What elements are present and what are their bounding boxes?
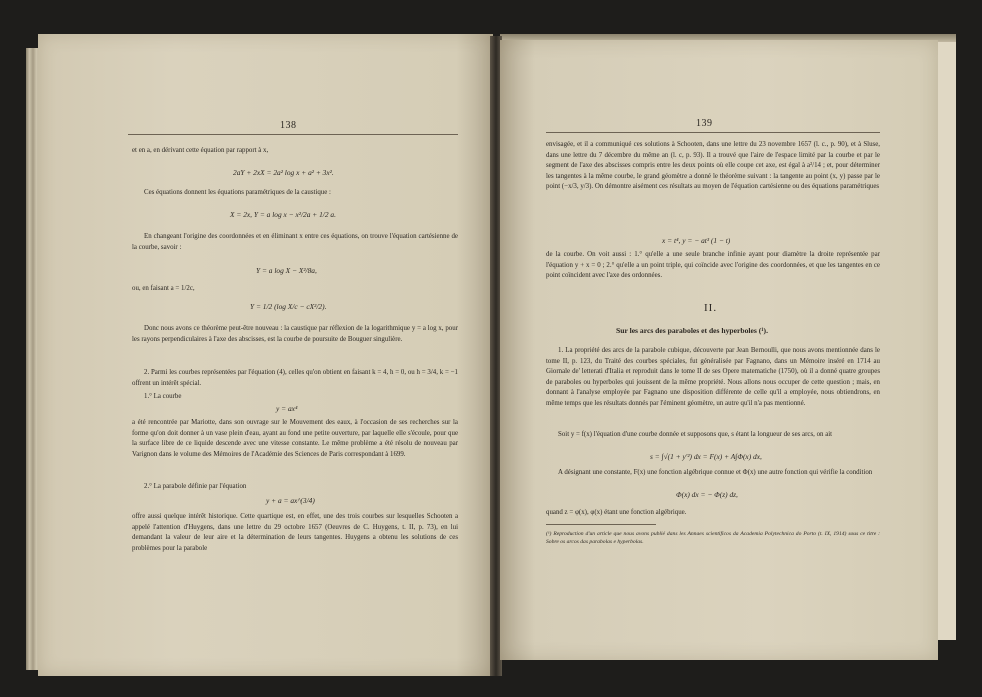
right-page-stack-edge (936, 40, 956, 640)
right-paragraph-3: 1. La propriété des arcs de la parabole cubique, découverte par Jean Bernoulli, que nous avons mentionnée dans le tome II, p. 123, du Traité des courbes spéciales, fut généralisée par Fagnano, dans un Mémoire inséré en 1714 au Giornale de' letterati d'Italia et reproduit dans le tome II de ses Opere matematiche (1750), où il a donné quatre groupes de paraboles ou hyperboles qui jouissent de la même propriété. Nous allons nous occuper de cette question ; mais, en donnant à l'analyse employée par Fagnano une disposition différente de celle qu'il a employée, nous obtiendrons, en même temps que les résultats donnés par l'éminent géomètre, un autre qu'il n'a pas mentionné. (546, 347, 880, 407)
right-page (500, 40, 938, 660)
right-paragraph-2: de la courbe. On voit aussi : 1.° qu'elle a une seule branche infinie ayant pour diamètre la droite représentée par l'équation y + x = 0 ; 2.° qu'elle a un point triple, qui coïncide avec l'origine des coordonnées, et que les tangentes en ce point coïncident avec l'axe des ordonnées. (546, 251, 880, 280)
section-subheading: Sur les arcs des paraboles et des hyperboles (¹). (616, 326, 768, 335)
left-text-line-1: et en a, en dérivant cette équation par rapport à x, (132, 147, 269, 154)
left-paragraph-2: Ces équations donnent les équations paramétriques de la caustique : (144, 189, 331, 196)
left-equation-3: Y = a log X − X²/8a, (256, 266, 317, 275)
right-equation-1: x = t⁴, y = − at³ (1 − t) (662, 236, 731, 245)
left-paragraph-10: offre aussi quelque intérêt historique. Cette quartique est, en effet, une des trois courbes sur lesquelles Schooten a appelé l'attention d'Huygens, dans une lettre du 29 octobre 1657 (Oeuvres de C. Huygens, t. II, p. 73), en lui demandant la valeur de leur aire et la détermination de leurs tangentes. Huygens a obtenu les solutions de ces problèmes pour la parabole (132, 513, 458, 552)
left-paragraph-7: 1.° La courbe (144, 393, 182, 400)
right-paragraph-1: envisagée, et il a communiqué ces solutions à Schooten, dans une lettre du 23 novembre 1657 (l. c., p. 90), et à Sluse, dans une lettre du 7 décembre du même an (l. c, p. 93). Il a trouvé que l'aire de l'espace limité par la courbe et par le segment de l'axe des abscisses compris entre les deux points où elle coupe cet axe, est égal à a²/14 ; et, pour déterminer les tangentes à la même courbe, le grand géomètre a donné le théorème suivant : la tangente au point (x, y) passe par le point (−x/3, y/3). On démontre aisément ces résultats au moyen de l'équation cartésienne ou des équations paramétriques (546, 141, 880, 191)
left-equation-4: Y = 1/2 (log X/c − cX²/2). (250, 302, 327, 311)
right-paragraph-6: quand z = φ(x), φ(x) étant une fonction algébrique. (546, 509, 687, 516)
right-paragraph-5: A désignant une constante, F(x) une fonction algébrique connue et Φ(x) une autre fonction qui vérifie la condition (558, 469, 873, 476)
left-page-number: 138 (280, 120, 297, 131)
left-equation-6: y + a = ax^(3/4) (266, 496, 315, 505)
left-equation-2: X = 2x, Y = a log x − x²/2a + 1/2 a. (230, 210, 336, 219)
left-equation-1: 2aY + 2xX = 2a² log x + a² + 3x². (233, 168, 334, 177)
footnote: (¹) Reproduction d'un article que nous avons publié dans les Annaes scientificos da Academia Polytechnica do Porto (t. IX, 1914) sous ce titre : Sobre os arcos das parabolas e hyperbolas. (546, 531, 880, 545)
left-page (38, 34, 493, 676)
right-paragraph-4: Soit y = f(x) l'équation d'une courbe donnée et supposons que, s étant la longueur de ses arcs, on ait (558, 431, 833, 438)
right-equation-2: s = ∫√(1 + y'²) dx = F(x) + A∫Φ(x) dx, (650, 452, 762, 461)
section-heading: II. (704, 302, 718, 314)
left-paragraph-6: 2. Parmi les courbes représentées par l'équation (4), celles qu'on obtient en faisant k = 4, h = 0, ou h = 3/4, k = −1 offrent un intérêt spécial. (132, 369, 458, 387)
left-paragraph-5: Donc nous avons ce théorème peut-être nouveau : la caustique par réflexion de la logarithmique y = a log x, pour les rayons perpendiculaires à l'axe des abscisses, est la courbe de poursuite de Bouguer singulière. (132, 325, 458, 343)
left-header-rule (128, 134, 458, 135)
right-page-number: 139 (696, 118, 713, 129)
left-paragraph-3: En changeant l'origine des coordonnées et en éliminant x entre ces équations, on trouve l'équation cartésienne de la courbe, savoir : (132, 233, 458, 251)
footnote-rule (546, 524, 656, 525)
right-equation-3: Φ(x) dx = − Φ(z) dz, (676, 490, 738, 499)
left-equation-5: y = ax⁴ (276, 404, 298, 413)
left-paragraph-9: 2.° La parabole définie par l'équation (144, 483, 247, 490)
right-header-rule (546, 132, 880, 133)
left-paragraph-4: ou, en faisant a = 1/2c, (132, 285, 195, 292)
left-paragraph-8: a été rencontrée par Mariotte, dans son ouvrage sur le Mouvement des eaux, à l'occasion de ses recherches sur la forme qu'on doit donner à un vase plein d'eau, ayant au fond une petite ouverture, par laquelle elle s'écoule, pour que la surface libre de ce liquide descende avec une vitesse constante. Le même problème a été résolu de nouveau par Varignon dans le volume des Mémoires de l'Académie des Sciences de Paris correspondant à 1699. (132, 419, 458, 458)
